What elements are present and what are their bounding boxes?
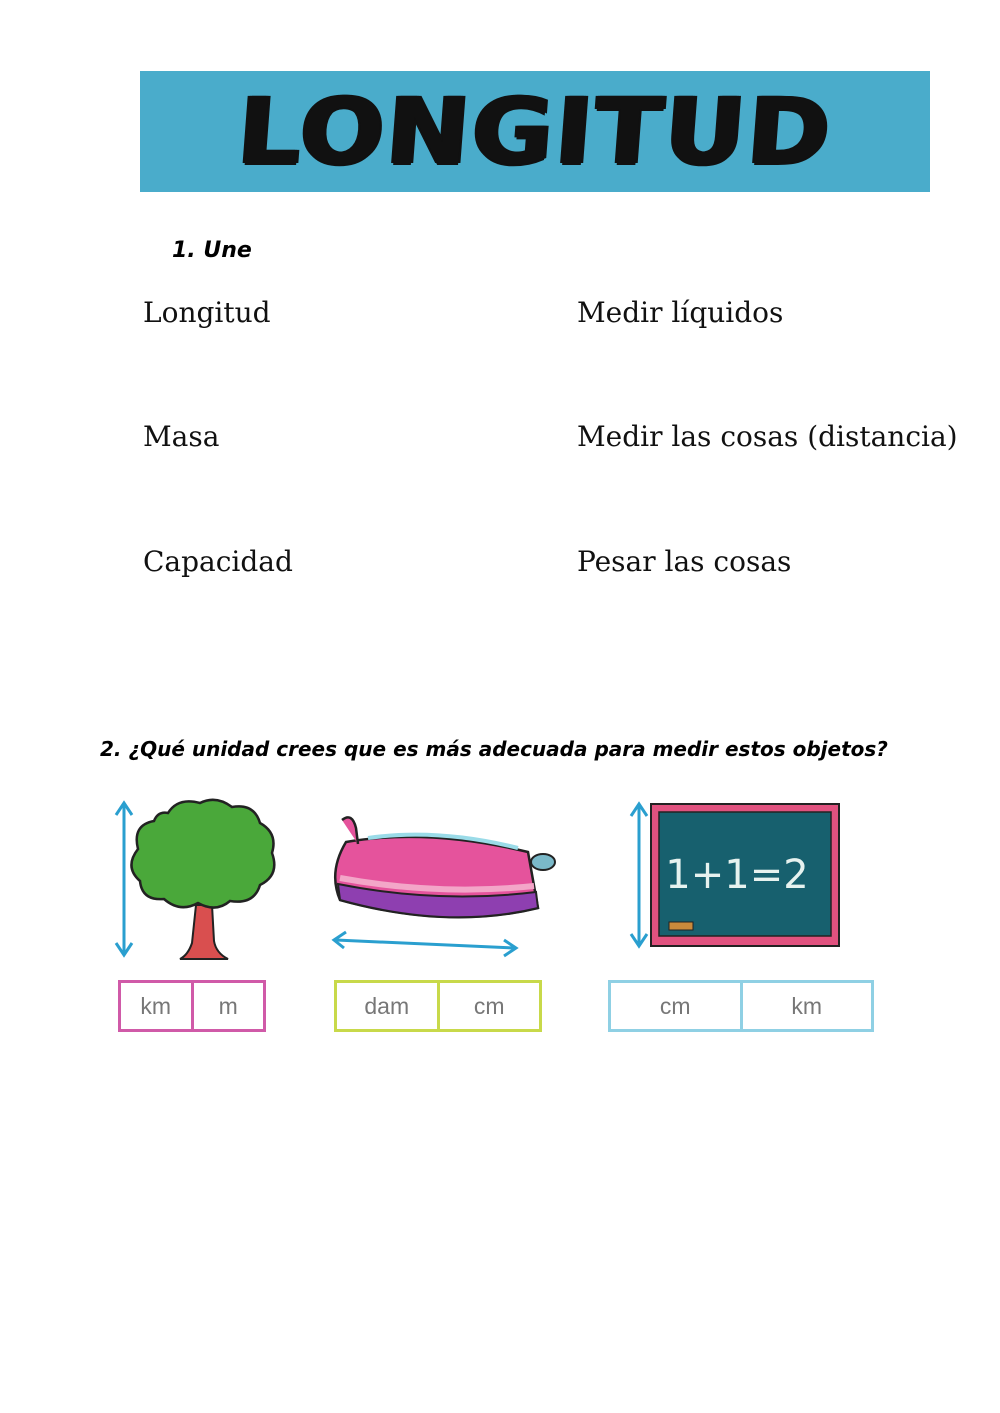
match-left-item[interactable]: Longitud (143, 296, 271, 329)
unit-option[interactable]: km (740, 983, 872, 1029)
match-right-item[interactable]: Pesar las cosas (577, 545, 792, 578)
unit-option[interactable]: cm (659, 992, 691, 1019)
unit-option[interactable]: km (140, 992, 172, 1019)
match-right-item[interactable]: Medir líquidos (577, 296, 784, 329)
unit-option[interactable]: dam (364, 992, 410, 1019)
pencil-case-icon (328, 812, 558, 960)
match-left-item[interactable]: Capacidad (143, 545, 293, 578)
chalkboard-icon (625, 800, 845, 950)
tree-icon (108, 795, 283, 965)
exercise-1-heading: 1. Une (172, 238, 252, 263)
match-left-item[interactable]: Masa (143, 420, 220, 453)
unit-choice-tree (118, 980, 266, 1032)
unit-choice-pencil-case (334, 980, 542, 1032)
page-title: LONGITUD (233, 78, 837, 185)
board-equation: 1+1=2 (665, 852, 809, 898)
unit-option[interactable]: m (191, 983, 264, 1029)
unit-choice-chalkboard (608, 980, 874, 1032)
unit-option[interactable]: cm (437, 983, 540, 1029)
title-banner (140, 71, 930, 192)
exercise-2-heading: 2. ¿Qué unidad crees que es más adecuada para medir estos objetos? (100, 737, 888, 761)
match-right-item[interactable]: Medir las cosas (distancia) (577, 420, 958, 453)
